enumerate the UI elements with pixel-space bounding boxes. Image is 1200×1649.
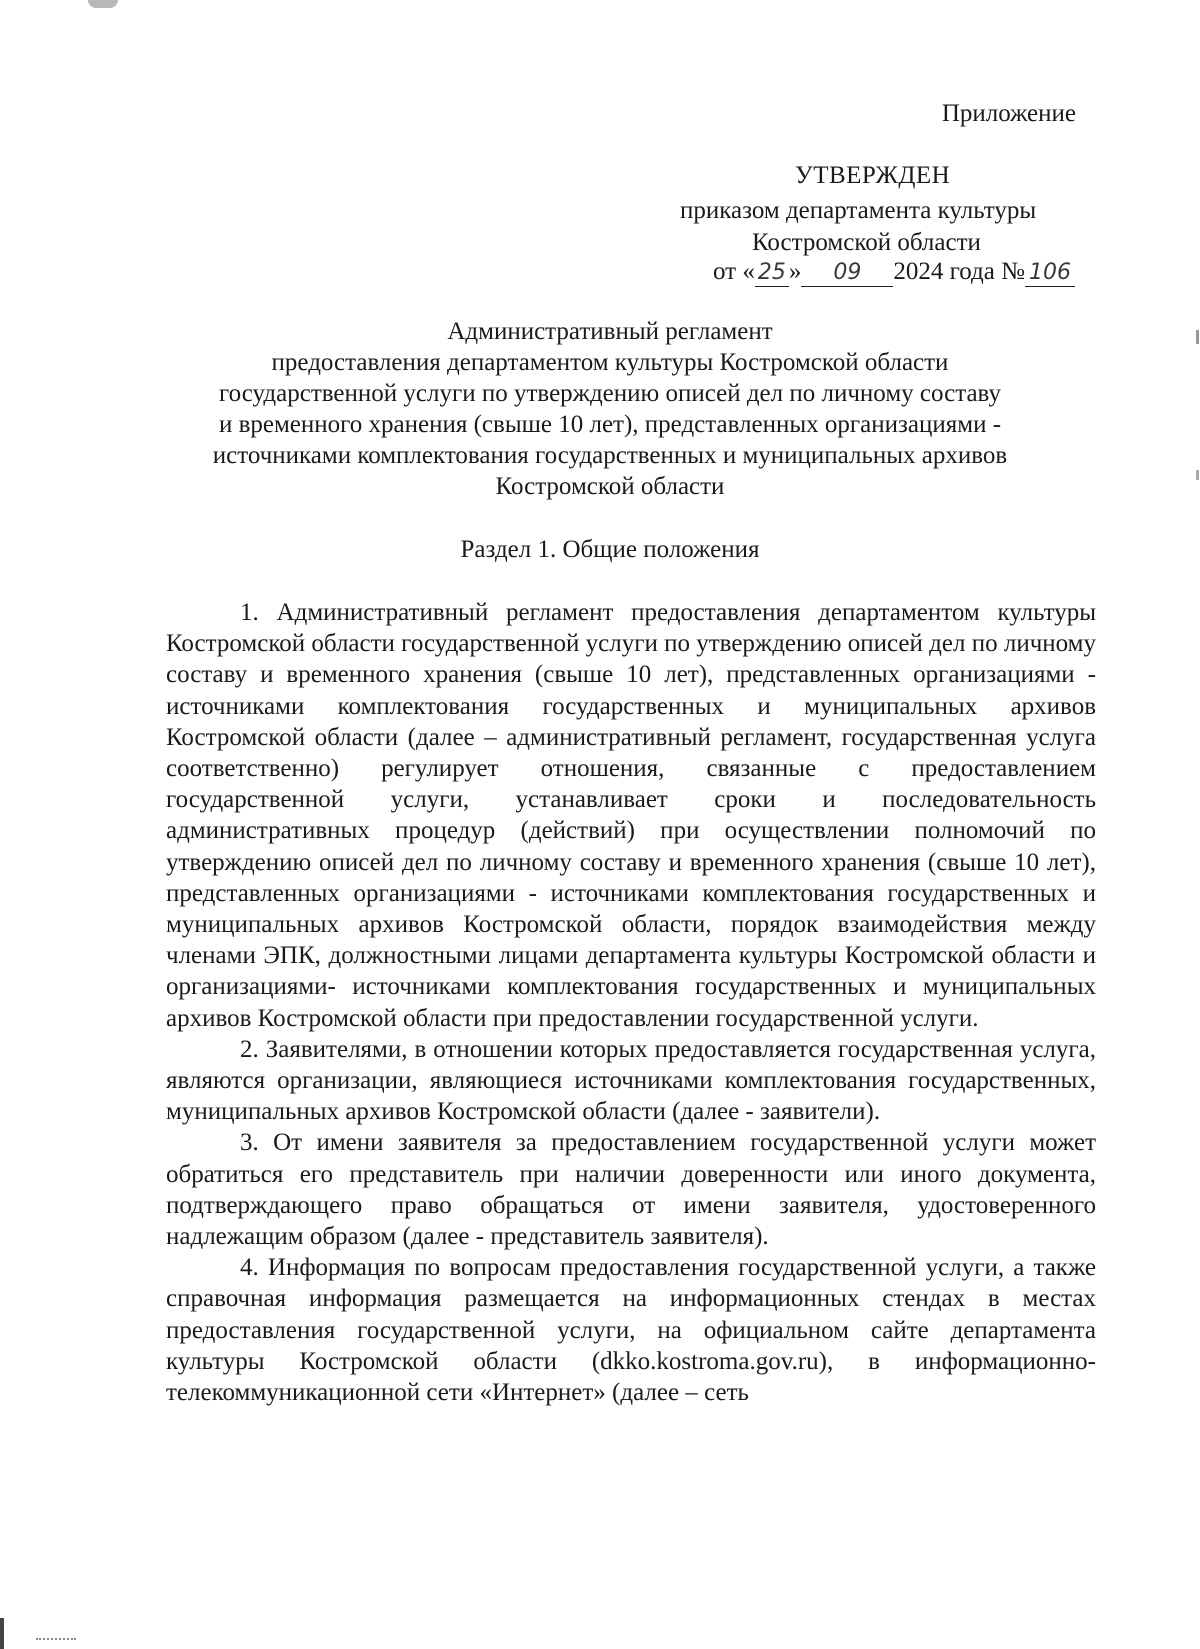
order-line-2: Костромской области: [752, 229, 981, 256]
appendix-label: Приложение: [941, 100, 1076, 127]
approved-label: УТВЕРЖДЕН: [795, 162, 951, 189]
title-line: и временного хранения (свыше 10 лет), представленных организациями -: [218, 411, 1002, 438]
title-line: предоставления департаментом культуры Костромской области: [271, 349, 949, 376]
document-title: [160, 316, 1060, 502]
scan-artifact: [0, 1618, 4, 1649]
paragraph-2: 2. Заявителями, в отношении которых предоставляется государственная услуга, являются организации, являющиеся источниками комплектования государственных, муниципальных архивов Костромской области (далее - заявители).: [166, 1035, 1096, 1126]
order-date-line: [713, 256, 1075, 288]
order-line-1: приказом департамента культуры: [680, 197, 1037, 224]
paragraph-1: 1. Административный регламент предоставления департаментом культуры Костромской области государственной услуги по утверждению описей дел по личному составу и временного хранения (свыше 10 лет), представленных организациями - источниками комплектования государственных и муниципальных архивов Костромской области (далее – административный регламент, государственная услуга соответственно) регулирует отношения, связанные с предоставлением государственной услуги, устанавливает сроки и последовательность административных процедур (действий) при осуществлении полномочий по утверждению описей дел по личному составу и временного хранения (свыше 10 лет), представленных организациями - источниками комплектования государственных и муниципальных архивов Костромской области, порядок взаимодействия между членами ЭПК, должностными лицами департамента культуры Костромской области и организациями- источниками комплектования государственных и муниципальных архивов Костромской области при предоставлении государственной услуги.: [166, 599, 1096, 1032]
order-number-handwritten: 106: [1025, 260, 1075, 287]
section-heading: Раздел 1. Общие положения: [460, 536, 760, 563]
paragraph-3: 3. От имени заявителя за предоставлением государственной услуги может обратиться его представитель при наличии доверенности или иного документа, подтверждающего право обращаться от имени заявителя, удостоверенного надлежащим образом (далее - представитель заявителя).: [166, 1129, 1096, 1251]
scan-artifact: [1196, 330, 1199, 344]
date-prefix: от «: [713, 258, 755, 285]
document-body: [166, 597, 1096, 1408]
scan-artifact: [88, 0, 118, 8]
title-line: Костромской области: [495, 473, 725, 500]
date-year-text: 2024 года №: [893, 258, 1025, 285]
date-mid: »: [788, 258, 802, 285]
paragraph-4: 4. Информация по вопросам предоставления государственной услуги, а также справочная информация размещается на информационных стендах в местах предоставления государственной услуги, на официальном сайте департамента культуры Костромской области (dkko.kostroma.gov.ru), в информационно-телекоммуникационной сети «Интернет» (далее – сеть: [166, 1254, 1096, 1407]
title-line: государственной услуги по утверждению описей дел по личному составу: [218, 380, 1001, 407]
date-month-handwritten: 09: [801, 260, 893, 287]
scan-artifact: [1196, 470, 1199, 480]
title-line: источниками комплектования государственных и муниципальных архивов: [212, 442, 1008, 469]
date-day-handwritten: 25: [755, 260, 789, 287]
scan-artifact: [36, 1638, 76, 1642]
title-line: Административный регламент: [447, 318, 773, 345]
